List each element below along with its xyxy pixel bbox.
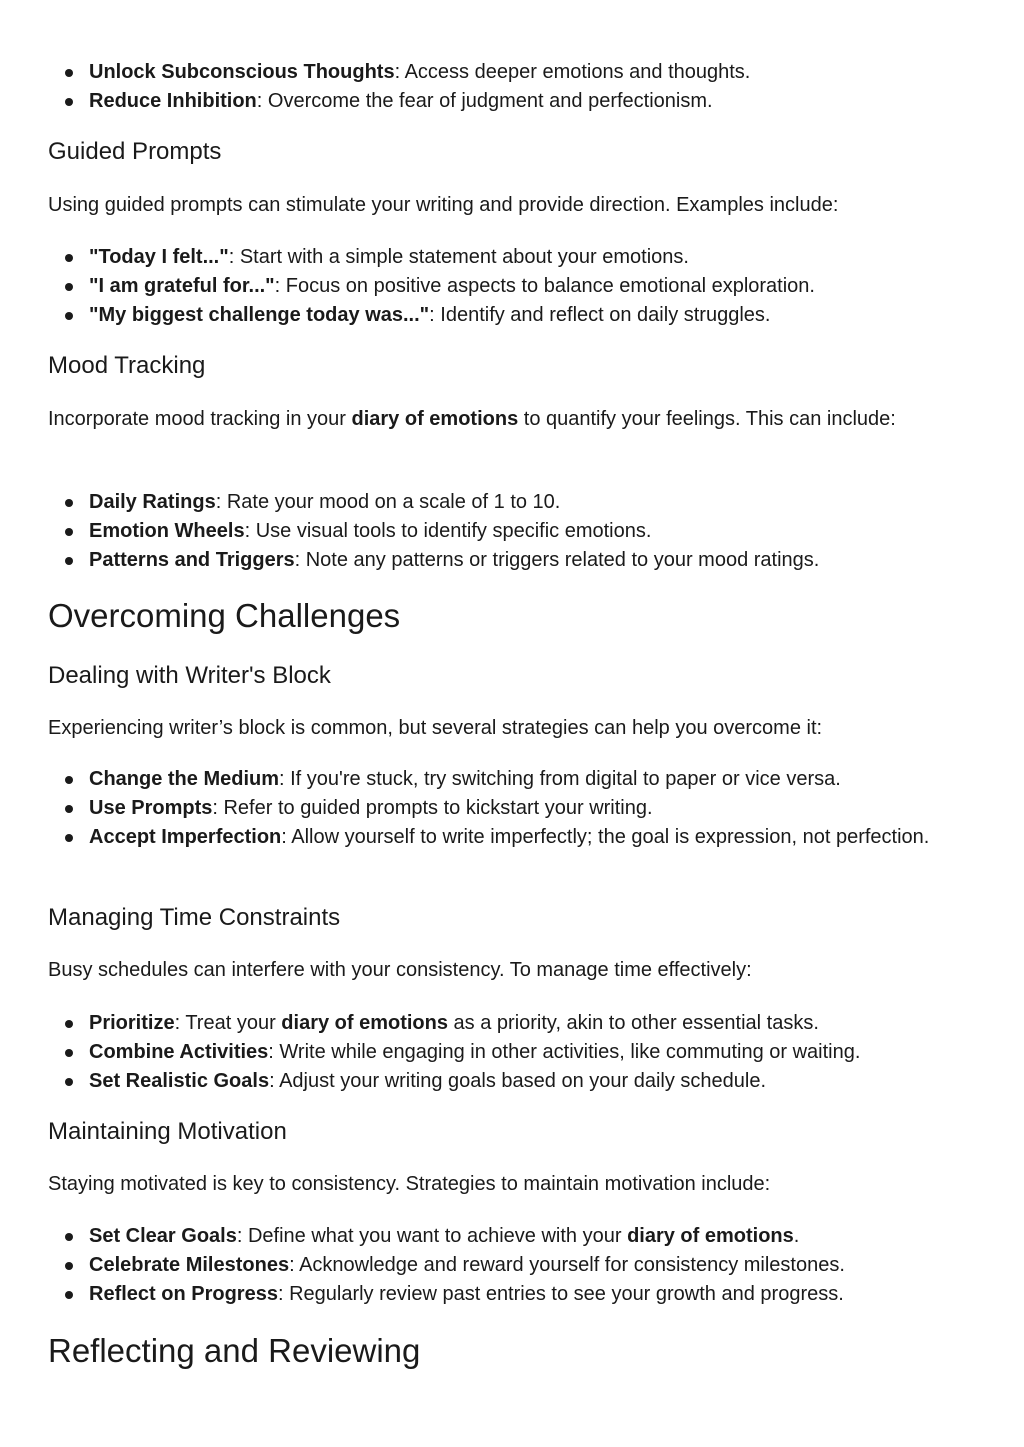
time-constraints-list (48, 1009, 988, 1096)
writers-block-list (48, 765, 948, 852)
reflecting-reviewing-heading: Reflecting and Reviewing (48, 1332, 421, 1369)
list-item: Combine Activities: Write while engaging in other activities, like commuting or waiting. (48, 1038, 988, 1067)
list-item: Accept Imperfection: Allow yourself to write imperfectly; the goal is expression, not perfection. (48, 823, 948, 852)
list-item: Reflect on Progress: Regularly review past entries to see your growth and progress. (48, 1280, 988, 1309)
motivation-heading: Maintaining Motivation (48, 1118, 287, 1145)
list-item: Set Clear Goals: Define what you want to achieve with your diary of emotions. (48, 1222, 988, 1251)
list-item: Use Prompts: Refer to guided prompts to kickstart your writing. (48, 794, 948, 823)
writers-block-paragraph: Experiencing writer’s block is common, but several strategies can help you overcome it: (48, 717, 823, 739)
list-item: Change the Medium: If you're stuck, try switching from digital to paper or vice versa. (48, 765, 948, 794)
mood-tracking-paragraph: Incorporate mood tracking in your diary of emotions to quantify your feelings. This can include: (48, 408, 896, 430)
motivation-list (48, 1222, 988, 1309)
writers-block-heading: Dealing with Writer's Block (48, 662, 331, 689)
list-item: Patterns and Triggers: Note any patterns or triggers related to your mood ratings. (48, 546, 988, 575)
guided-prompts-paragraph: Using guided prompts can stimulate your writing and provide direction. Examples include: (48, 194, 839, 216)
list-item: "Today I felt...": Start with a simple statement about your emotions. (48, 243, 988, 272)
mood-tracking-list (48, 488, 988, 575)
overcoming-challenges-heading: Overcoming Challenges (48, 597, 401, 634)
list-item: "My biggest challenge today was...": Identify and reflect on daily struggles. (48, 301, 988, 330)
mood-tracking-heading: Mood Tracking (48, 352, 206, 379)
list-item: Prioritize: Treat your diary of emotions as a priority, akin to other essential tasks. (48, 1009, 988, 1038)
intro-list (48, 58, 988, 116)
list-item: Celebrate Milestones: Acknowledge and reward yourself for consistency milestones. (48, 1251, 988, 1280)
time-constraints-heading: Managing Time Constraints (48, 904, 341, 931)
list-item: Daily Ratings: Rate your mood on a scale of 1 to 10. (48, 488, 988, 517)
list-item: "I am grateful for...": Focus on positive aspects to balance emotional exploration. (48, 272, 988, 301)
time-constraints-paragraph: Busy schedules can interfere with your consistency. To manage time effectively: (48, 959, 752, 981)
guided-prompts-list (48, 243, 988, 330)
list-item: Unlock Subconscious Thoughts: Access deeper emotions and thoughts. (48, 58, 988, 87)
list-item: Emotion Wheels: Use visual tools to identify specific emotions. (48, 517, 988, 546)
motivation-paragraph: Staying motivated is key to consistency. Strategies to maintain motivation include: (48, 1173, 771, 1195)
guided-prompts-heading: Guided Prompts (48, 138, 222, 165)
list-item: Reduce Inhibition: Overcome the fear of judgment and perfectionism. (48, 87, 988, 116)
list-item: Set Realistic Goals: Adjust your writing goals based on your daily schedule. (48, 1067, 988, 1096)
